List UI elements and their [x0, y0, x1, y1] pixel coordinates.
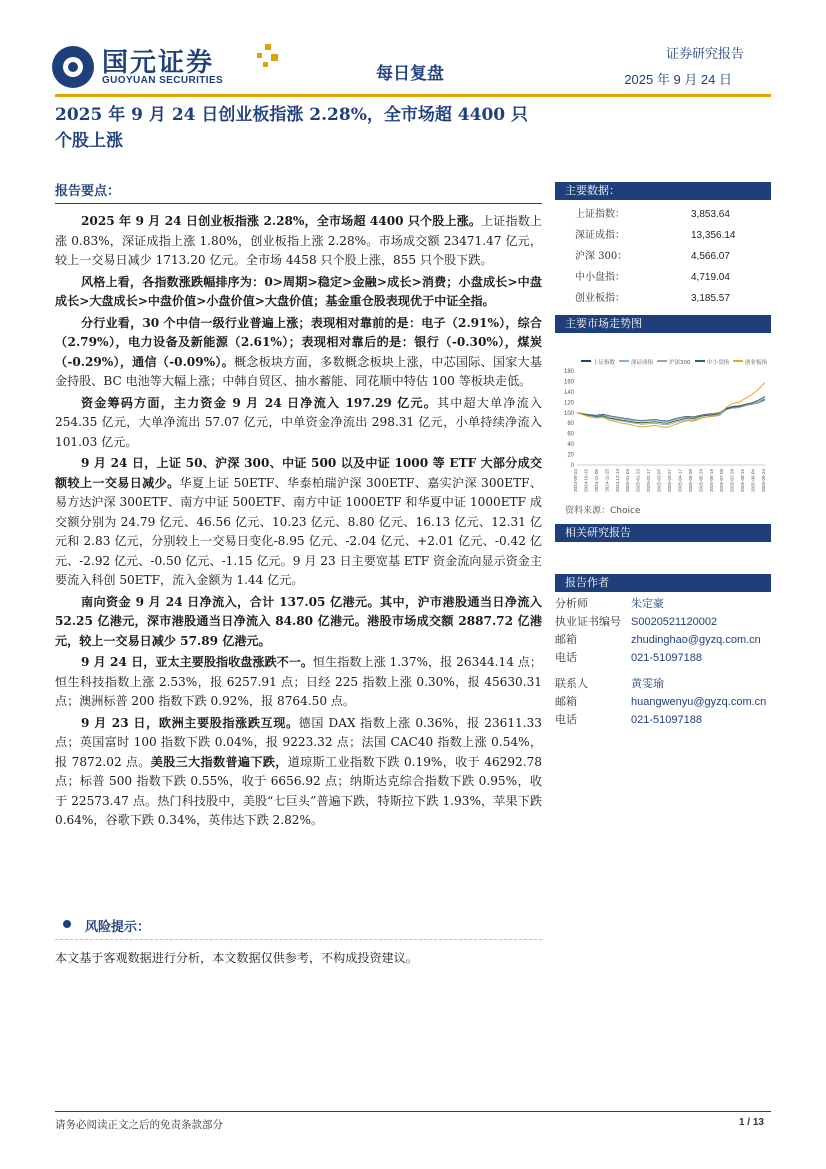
page-number: 1 / 13	[738, 1117, 764, 1128]
x-tick-label: 2025-06-18	[708, 469, 714, 493]
y-tick-label: 180	[563, 369, 574, 375]
summary-paragraph: 资金筹码方面，主力资金 9 月 24 日净流入 197.29 亿元。其中超大单净流入 254.35 亿元，大单净流出 57.07 亿元，中单资金净流出 298.31 亿元，小单持续净流入 101.03 亿元。	[55, 395, 542, 449]
author-row: 联系人 黄雯瑜	[555, 677, 664, 690]
author-row: 执业证书编号 S0020521120002	[555, 615, 718, 628]
logo-chinese-text: 国元证券	[102, 48, 215, 78]
legend-label: 中小盘指	[707, 360, 730, 366]
y-tick-label: 160	[563, 379, 574, 386]
market-trend-heading: 主要市场走势图	[555, 315, 771, 333]
y-tick-label: 60	[567, 431, 574, 438]
index-row: 创业板指： 3,185.57	[575, 293, 730, 304]
report-series: 每日复盘	[376, 64, 444, 84]
summary-paragraph: 9 月 24 日，亚太主要股指收盘涨跌不一。恒生指数上涨 1.37%，报 26344.14 点；恒生科技指数上涨 2.53%，报 6257.91 点；日经 225 指数上涨 0.30%，报 45630.31 点；澳洲标普 200 指数下跌 0.92%，报 8764.50 点。	[55, 655, 542, 708]
logo-emblem-icon	[52, 46, 94, 88]
x-tick-label: 2025-09-04	[750, 469, 756, 493]
summary-paragraph: 9 月 24 日，上证 50、沪深 300、中证 500 以及中证 1000 等 ETF 大部分成交额较上一交易日减少。华夏上证 50ETF、华泰柏瑞沪深 300ETF、嘉实沪深 300ETF、易方达沪深 300ETF、南方中证 500ETF、南方中证 1000ETF 和华夏中证 1000ETF 成交额分别为 24.79 亿元、46.56 亿元、10.23 亿元、8.80 亿元、16.13 亿元、12.31 亿元和 2.83 亿元，分别较上一交易日变化-8.95 亿元、-2.04 亿元、+2.01 亿元、-0.42 亿元、-2.92 亿元、-0.50 亿元、-1.15 亿元。9 月 23 日主要宽基 ETF 资金流向显示资金主要流入科创 50ETF，流入金额为 1.44 亿元。	[55, 456, 542, 587]
summary-paragraph: 2025 年 9 月 24 日创业板指涨 2.28%，全市场超 4400 只个股上涨。上证指数上涨 0.83%，深证成指上涨 1.80%，创业板指上涨 2.28%。市场成交额 23471.47 亿元，较上一交易日减少 1713.20 亿元。全市场 4458 只个股上涨，855 只个股下跌。	[55, 214, 542, 267]
summary-paragraph: 9 月 23 日，欧洲主要股指涨跌互现。德国 DAX 指数上涨 0.36%，报 23611.33 点；英国富时 100 指数下跌 0.04%，报 9223.32 点；法国 CAC40 指数上涨 0.54%，报 7872.02 点。美股三大指数普遍下跌，道琼斯工业指数下跌 0.19%，收于 46292.78 点；标普 500 指数下跌 0.55%，收于 6656.92 点；纳斯达克综合指数下跌 0.95%，收于 22573.47 点。热门科技股中，美股“七巨头”普遍下跌，特斯拉下跌 1.93%，苹果下跌 0.64%，谷歌下跌 0.34%，英伟达下跌 2.82%。	[55, 715, 542, 827]
logo-spark-icon	[257, 44, 279, 70]
x-tick-label: 2025-07-08	[719, 469, 725, 493]
main-content	[55, 180, 542, 833]
index-row: 沪深 300： 4,566.07	[575, 251, 730, 262]
risk-text: 本文基于客观数据进行分析，本文数据仅供参考，不构成投资建议。	[55, 951, 418, 965]
legend-label: 沪深300	[669, 360, 691, 366]
summary-paragraph: 风格上看，各指数涨跌幅排序为：0>周期>稳定>金融>成长>消费；小盘成长>中盘成长>大盘成长>中盘价值>小盘价值>大盘价值；基金重仓股表现优于中证全指。	[55, 274, 542, 308]
x-tick-label: 2025-07-28	[729, 469, 735, 493]
risk-section	[55, 916, 542, 968]
x-tick-label: 2024-10-16	[583, 469, 589, 493]
x-tick-label: 2025-01-23	[635, 469, 641, 493]
x-tick-label: 2025-02-17	[646, 469, 652, 493]
y-tick-label: 40	[567, 442, 574, 449]
legend-label: 上证指数	[593, 360, 616, 366]
summary-paragraph: 分行业看，30 个中信一级行业普遍上涨；表现相对靠前的是：电子（2.91%），综合（2.79%），电力设备及新能源（2.61%）；表现相对靠后的是：银行（-0.30%），煤炭（-0.29%），通信（-0.09%）。概念板块方面，多数概念板块上涨，中芯国际、国家大基金持股、BC 电池等大幅上涨；中韩自贸区、抽水蓄能、同花顺中特估 100 等板块走低。	[55, 315, 542, 388]
y-tick-label: 0	[570, 463, 574, 469]
authors-heading: 报告作者	[555, 574, 771, 592]
x-tick-label: 2024-12-13	[614, 469, 620, 493]
series-line	[577, 397, 765, 424]
summary-paragraphs	[55, 212, 542, 831]
trend-chart-svg	[555, 333, 771, 501]
y-tick-label: 140	[563, 389, 574, 396]
index-row: 深证成指： 13,356.14	[575, 230, 736, 241]
page-header	[0, 0, 826, 100]
header-divider	[55, 94, 771, 97]
author-row: 邮箱 huangwenyu@gyzq.com.cn	[555, 695, 767, 708]
x-tick-label: 2025-08-15	[740, 469, 746, 493]
author-row: 电话 021-51097188	[555, 713, 702, 726]
x-tick-label: 2025-03-07	[656, 469, 662, 493]
main-data-heading: 主要数据：	[555, 182, 771, 200]
index-row: 中小盘指： 4,719.04	[575, 272, 730, 283]
footer-disclaimer: 请务必阅读正文之后的免责条款部分	[55, 1119, 223, 1131]
x-tick-label: 2025-03-27	[667, 469, 672, 493]
legend-label: 深证成指	[631, 360, 654, 366]
summary-heading: 报告要点：	[55, 180, 542, 204]
author-row: 分析师 朱定豪	[555, 597, 664, 610]
x-tick-label: 2025-04-17	[677, 469, 683, 493]
logo-english-text: GUOYUAN SECURITIES	[102, 75, 224, 86]
x-tick-label: 2025-09-24	[761, 469, 766, 493]
bullet-icon	[63, 920, 71, 928]
report-date: 2025 年 9 月 24 日	[624, 72, 732, 87]
author-row: 邮箱 zhudinghao@gyzq.com.cn	[555, 633, 761, 646]
risk-heading: 风险提示：	[55, 916, 542, 935]
x-tick-label: 2025-01-03	[625, 469, 631, 493]
y-tick-label: 80	[567, 421, 574, 428]
legend-label: 创业板指	[745, 360, 768, 366]
x-tick-label: 2025-05-09	[687, 469, 693, 493]
x-tick-label: 2024-11-05	[593, 469, 599, 492]
market-trend-chart	[555, 333, 771, 501]
y-tick-label: 120	[563, 400, 574, 407]
x-tick-label: 2024-09-24	[573, 469, 578, 493]
sidebar	[555, 182, 771, 729]
report-type: 证券研究报告	[665, 47, 744, 62]
report-title: 2025 年 9 月 24 日创业板指涨 2.28%，全市场超 4400 只个股上涨	[55, 105, 529, 151]
y-tick-label: 20	[567, 452, 574, 459]
summary-paragraph: 南向资金 9 月 24 日净流入，合计 137.05 亿港元。其中，沪市港股通当日净流入 52.25 亿港元，深市港股通当日净流入 84.80 亿港元。港股市场成交额 2887.72 亿港元，较上一交易日减少 57.89 亿港元。	[55, 594, 542, 648]
y-tick-label: 100	[563, 410, 574, 417]
author-row: 电话 021-51097188	[555, 651, 702, 664]
index-row: 上证指数： 3,853.64	[575, 209, 730, 220]
x-tick-label: 2025-05-29	[698, 469, 704, 493]
x-tick-label: 2024-11-25	[604, 469, 610, 492]
footer-divider	[55, 1111, 771, 1112]
company-logo	[52, 42, 282, 92]
chart-source: 资料来源：Choice	[565, 506, 641, 516]
related-reports-heading: 相关研究报告	[555, 524, 771, 542]
